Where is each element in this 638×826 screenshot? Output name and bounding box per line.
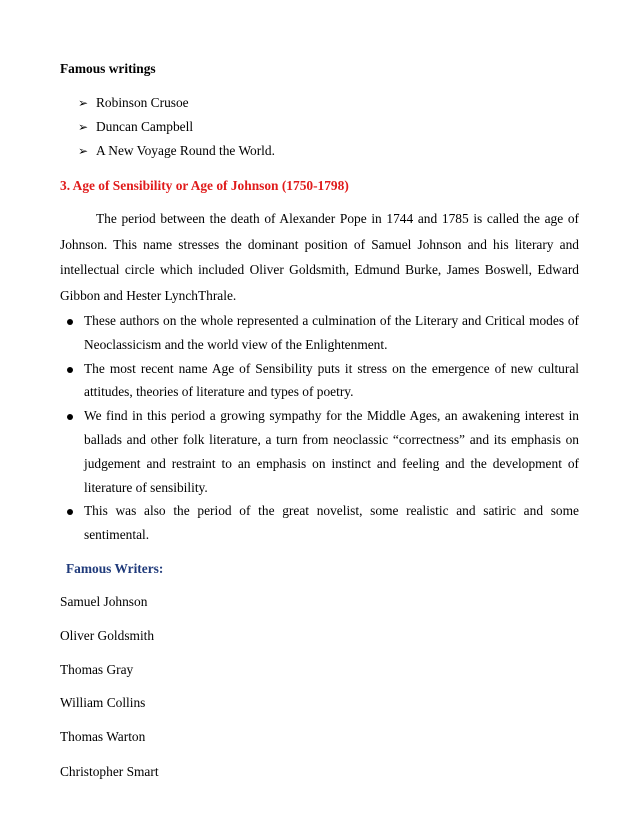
section-bullet-list <box>60 309 579 547</box>
intro-paragraph <box>60 206 579 309</box>
writing-item <box>78 95 189 111</box>
writing-item-label: A New Voyage Round the World. <box>96 143 275 158</box>
round-bullet-icon <box>67 414 73 420</box>
round-bullet-icon <box>67 367 73 373</box>
writing-item-label: Robinson Crusoe <box>96 95 189 110</box>
writing-item <box>78 119 193 135</box>
bullet-text: This was also the period of the great novelist, some realistic and satiric and some sentimental. <box>84 503 579 543</box>
writer-name: Christopher Smart <box>60 764 159 779</box>
arrow-bullet-icon: ➢ <box>78 143 89 158</box>
intro-paragraph-text: The period between the death of Alexander Pope in 1744 and 1785 is called the age of Johnson. This name stresses the dominant position of Samuel Johnson and his literary and intellectual circle which included Oliver Goldsmith, Edmund Burke, James Boswell, Edward Gibbon and Hester LynchThrale. <box>60 211 579 304</box>
bullet-text: We find in this period a growing sympathy for the Middle Ages, an awakening interest in ballads and other folk literature, a turn from neoclassic “correctness” and its emphasis on judgement and restraint to an emphasis on instinct and feeling and the development of literature of sensibility. <box>84 408 579 495</box>
bullet-item <box>60 357 579 405</box>
writer-name: Thomas Warton <box>60 729 146 744</box>
bullet-text: The most recent name Age of Sensibility puts it stress on the emergence of new cultural attitudes, theories of literature and types of poetry. <box>84 360 579 400</box>
arrow-bullet-icon: ➢ <box>78 95 89 110</box>
round-bullet-icon <box>67 509 73 515</box>
writing-item-label: Duncan Campbell <box>96 119 194 134</box>
section-heading: 3. Age of Sensibility or Age of Johnson (1750-1798) <box>60 178 349 193</box>
bullet-text: These authors on the whole represented a culmination of the Literary and Critical modes of Neoclassicism and the world view of the Enlightenment. <box>84 313 579 352</box>
writer-name: Thomas Gray <box>60 662 134 677</box>
writer-name: Samuel Johnson <box>60 594 148 609</box>
bullet-item <box>60 499 579 547</box>
arrow-bullet-icon: ➢ <box>78 119 89 134</box>
round-bullet-icon <box>67 319 73 325</box>
writing-item <box>78 143 275 159</box>
writer-name: William Collins <box>60 695 146 710</box>
famous-writers-heading: Famous Writers: <box>66 561 164 576</box>
writer-name: Oliver Goldsmith <box>60 628 155 643</box>
bullet-item <box>60 404 579 499</box>
famous-writings-heading: Famous writings <box>60 61 156 76</box>
bullet-item <box>60 309 579 357</box>
